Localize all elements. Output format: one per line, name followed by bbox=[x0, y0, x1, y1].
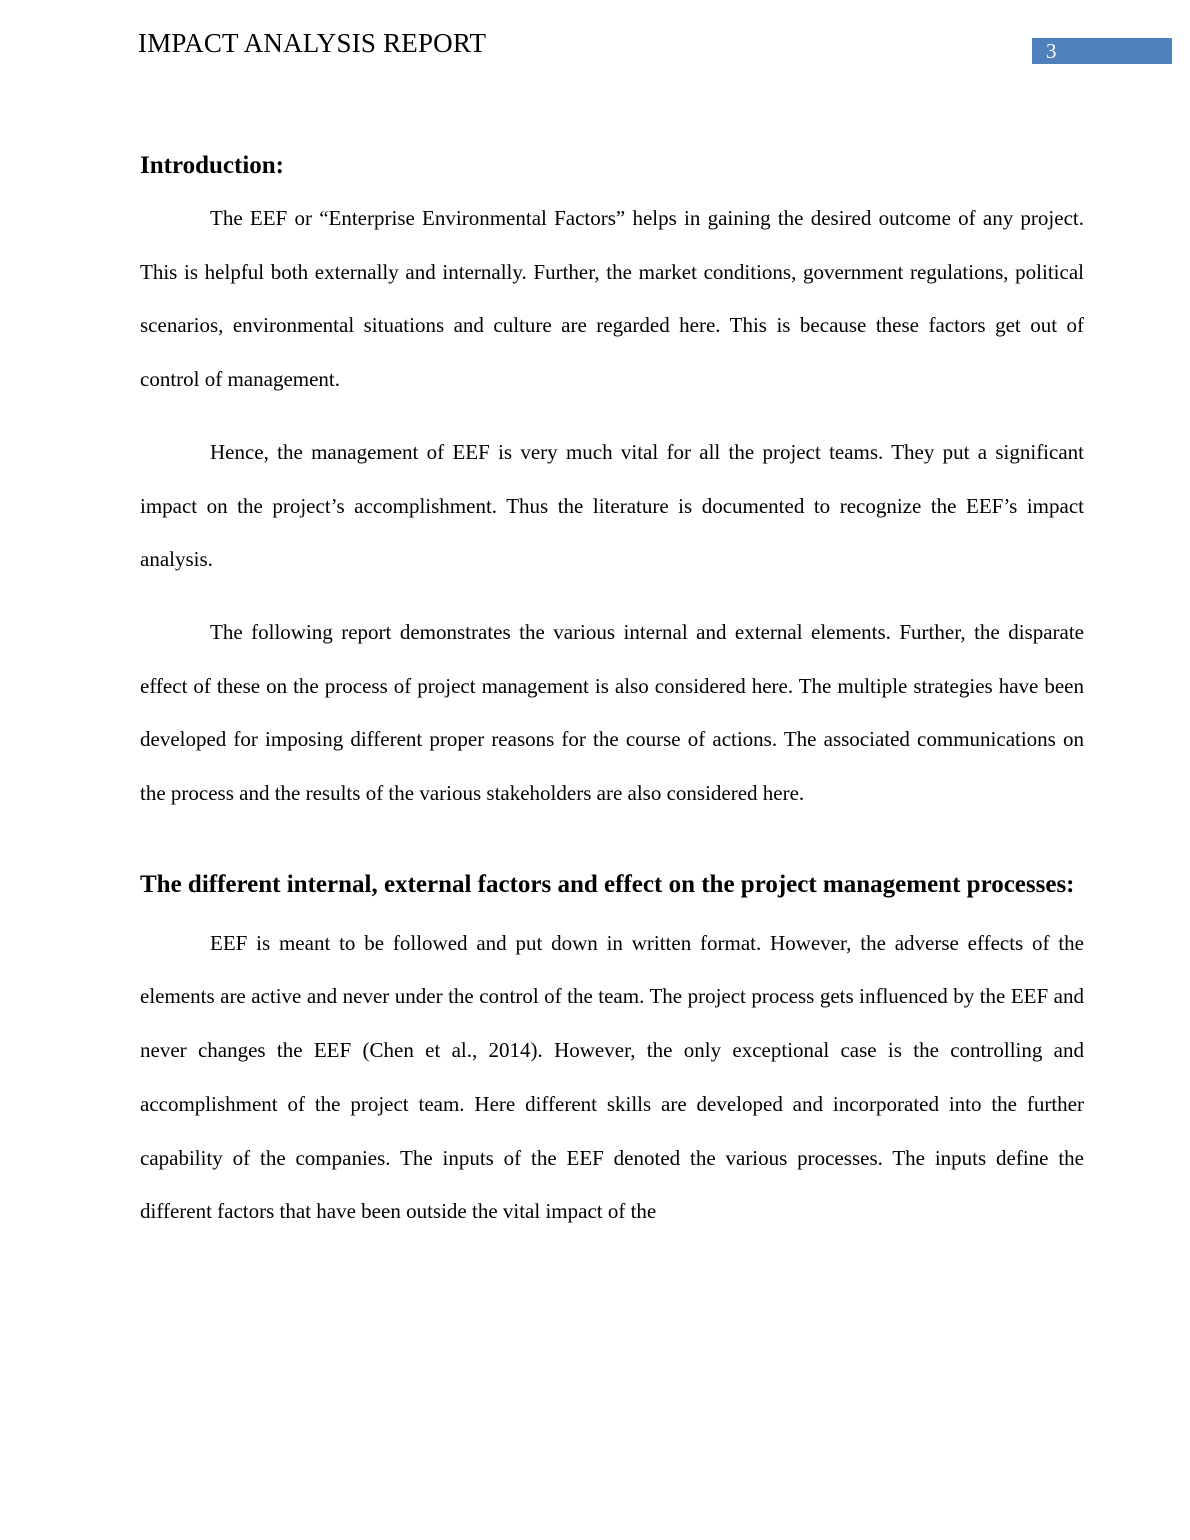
section-heading-introduction: Introduction: bbox=[140, 152, 285, 179]
paragraph: EEF is meant to be followed and put down in written format. However, the adverse effects of the elements are active and never under the control of the team. The project process gets influenced by the EEF and never changes the EEF (Chen et al., 2014). However, the only exceptional case is the controlling and accomplishment of the project team. Here different skills are developed and incorporated into the further capability of the companies. The inputs of the EEF denoted the various processes. The inputs define the different factors that have been outside the vital impact of the bbox=[140, 930, 1084, 1224]
document-body bbox=[140, 140, 1084, 1239]
page-number-badge: 3 bbox=[1032, 38, 1172, 64]
running-header-title: IMPACT ANALYSIS REPORT bbox=[138, 28, 487, 58]
section-heading-factors: The different internal, external factors and effect on the project management processes: bbox=[140, 870, 1075, 898]
factors-section bbox=[140, 917, 1084, 1239]
paragraph: The EEF or “Enterprise Environmental Factors” helps in gaining the desired outcome of any project. This is helpful both externally and internally. Further, the market conditions, government regulations, political scenarios, environmental situations and culture are regarded here. This is because these factors get out of control of management. bbox=[140, 206, 1084, 392]
introduction-section bbox=[140, 192, 1084, 821]
paragraph: The following report demonstrates the various internal and external elements. Further, the disparate effect of these on the process of project management is also considered here. The multiple strategies have been developed for imposing different proper reasons for the course of actions. The associated communications on the process and the results of the various stakeholders are also considered here. bbox=[140, 619, 1084, 806]
paragraph: Hence, the management of EEF is very much vital for all the project teams. They put a significant impact on the project’s accomplishment. Thus the literature is documented to recognize the EEF’s impact analysis. bbox=[140, 439, 1084, 572]
